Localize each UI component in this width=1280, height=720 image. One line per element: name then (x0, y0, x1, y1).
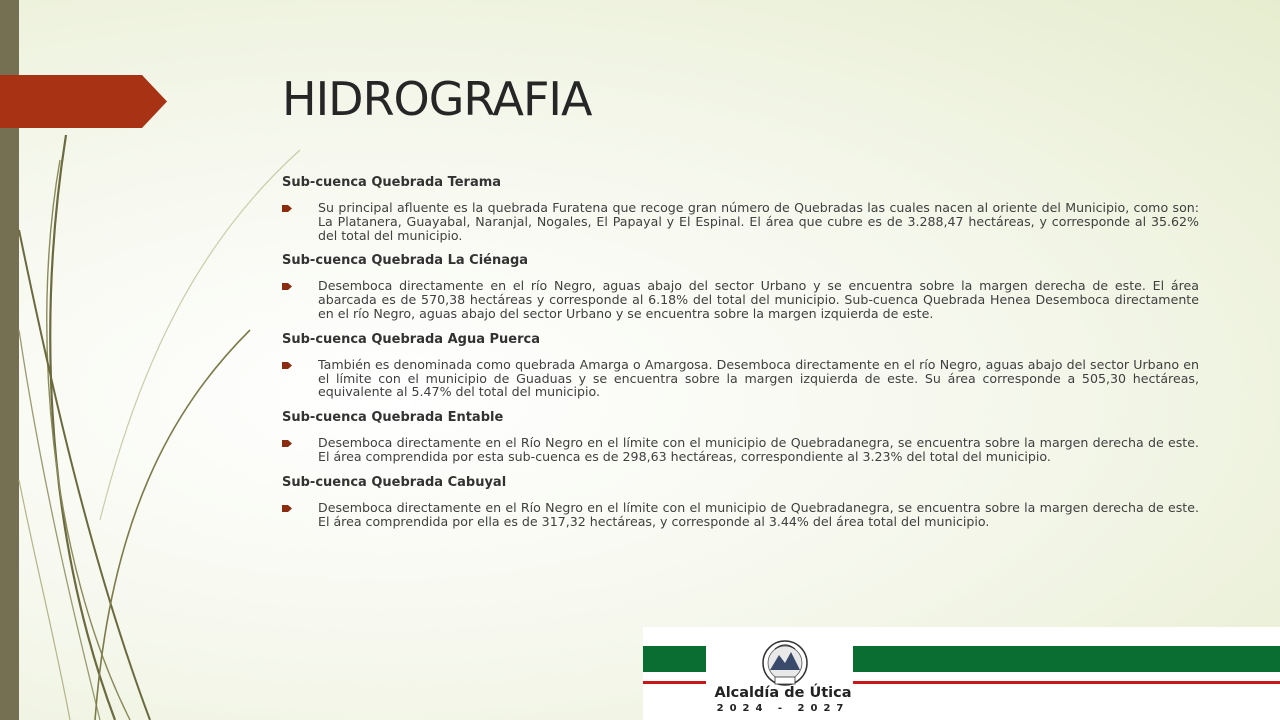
bullet-item (282, 201, 1199, 242)
arrow-bullet-icon (282, 283, 292, 290)
bullet-text: Desemboca directamente en el Río Negro en el límite con el municipio de Quebradanegra, se encuentra sobre la margen derecha de este. El área comprendida por ella es de 317,32 hectáreas, y corresponde al 3.44% del área total del municipio. (318, 499, 1199, 529)
section-entable (282, 409, 1199, 464)
logo-red-stripe-right (853, 681, 1280, 684)
arrow-bullet-icon (282, 440, 292, 447)
bullet-item (282, 358, 1199, 399)
bullet-item (282, 501, 1199, 529)
arrow-bullet-icon (282, 362, 292, 369)
content-body (282, 174, 1199, 538)
section-heading: Sub-cuenca Quebrada Cabuyal (282, 474, 507, 490)
logo-green-stripe-left (643, 646, 706, 672)
section-terama (282, 174, 1199, 242)
logo-years: 2024 - 2027 (716, 703, 850, 714)
municipal-seal-icon (753, 637, 817, 691)
section-cienaga (282, 252, 1199, 320)
section-heading: Sub-cuenca Quebrada Entable (282, 410, 504, 426)
section-agua-puerca (282, 331, 1199, 399)
logo-name: Alcaldía de Útica (714, 685, 852, 701)
section-heading: Sub-cuenca Quebrada Agua Puerca (282, 331, 540, 347)
section-heading: Sub-cuenca Quebrada Terama (282, 175, 502, 190)
logo-green-stripe-right (853, 646, 1280, 672)
bullet-text: Su principal afluente es la quebrada Furatena que recoge gran número de Quebradas las cuales nacen al oriente del Municipio, como son: La Platanera, Guayabal, Naranjal, Nogales, El Papayal y El Espinal. El área que cubre es de 3.288,47 hectáreas, y corresponde al 35.62% del total del municipio. (318, 200, 1199, 243)
municipality-logo (643, 627, 1280, 720)
bullet-text: También es denominada como quebrada Amarga o Amargosa. Desemboca directamente en el río Negro, aguas abajo del sector Urbano en el límite con el municipio de Guaduas y se encuentra sobre la margen izquierda de este. Su área corresponde a 505,30 hectáreas, equivalente al 5.47% del total del municipio. (318, 356, 1199, 400)
bullet-text: Desemboca directamente en el río Negro, aguas abajo del sector Urbano y se encuentra sobre la margen derecha de este. El área abarcada es de 570,38 hectáreas y corresponde al 6.18% del total del municipio. Sub-cuenca Quebrada Henea Desemboca directamente en el río Negro, aguas abajo del sector Urbano y se encuentra sobre la margen izquierda de este. (318, 278, 1199, 321)
bullet-item (282, 436, 1199, 464)
bullet-text: Desemboca directamente en el Río Negro en el límite con el municipio de Quebradanegra, se encuentra sobre la margen derecha de este. El área comprendida por esta sub-cuenca es de 298,63 hectáreas, correspondiente al 3.23% del total del municipio. (318, 435, 1199, 464)
arrow-bullet-icon (282, 205, 292, 212)
slide-title: HIDROGRAFIA (282, 72, 592, 126)
title-arrow-banner (0, 75, 167, 128)
section-cabuyal (282, 474, 1199, 529)
arrow-bullet-icon (282, 505, 292, 512)
bullet-item (282, 279, 1199, 320)
logo-red-stripe-left (643, 681, 706, 684)
section-heading: Sub-cuenca Quebrada La Ciénaga (282, 253, 529, 269)
